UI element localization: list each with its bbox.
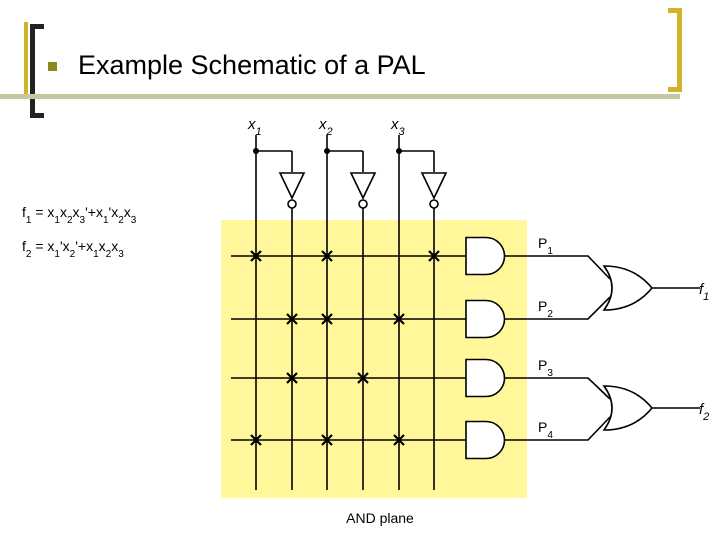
slide-title: Example Schematic of a PAL xyxy=(78,50,426,80)
and-plane-label: AND plane xyxy=(346,510,414,526)
output-label-f2: $f_2$ xyxy=(699,401,710,423)
and-gate-P4 xyxy=(466,422,505,459)
output-label-f1: $f_1$ xyxy=(699,281,710,303)
inverter-gate xyxy=(422,173,446,198)
or-gate-f2 xyxy=(604,386,652,430)
inverter-bubble xyxy=(359,200,367,208)
input-label-x3: $x_3$ xyxy=(391,116,405,138)
product-label-P4: $P_4$ xyxy=(538,419,553,441)
input-label-x2: $x_2$ xyxy=(319,116,333,138)
equation-f1: $f_1 = x_1x_2x_3'+x_1'x_2x_3$ xyxy=(22,204,137,226)
inverter-gate xyxy=(280,173,304,198)
input-label-x1: $x_1$ xyxy=(248,116,262,138)
or-gate-f1 xyxy=(604,266,652,310)
product-label-P2: $P_2$ xyxy=(538,298,553,320)
inverter-bubble xyxy=(288,200,296,208)
equation-f2: $f_2 = x_1'x_2'+x_1x_2x_3$ xyxy=(22,238,124,260)
inverter-gate xyxy=(351,173,375,198)
inverter-bubble xyxy=(430,200,438,208)
product-label-P1: $P_1$ xyxy=(538,235,553,257)
and-gate-P1 xyxy=(466,238,505,275)
product-label-P3: $P_3$ xyxy=(538,357,553,379)
and-gate-P2 xyxy=(466,301,505,338)
and-gate-P3 xyxy=(466,360,505,397)
